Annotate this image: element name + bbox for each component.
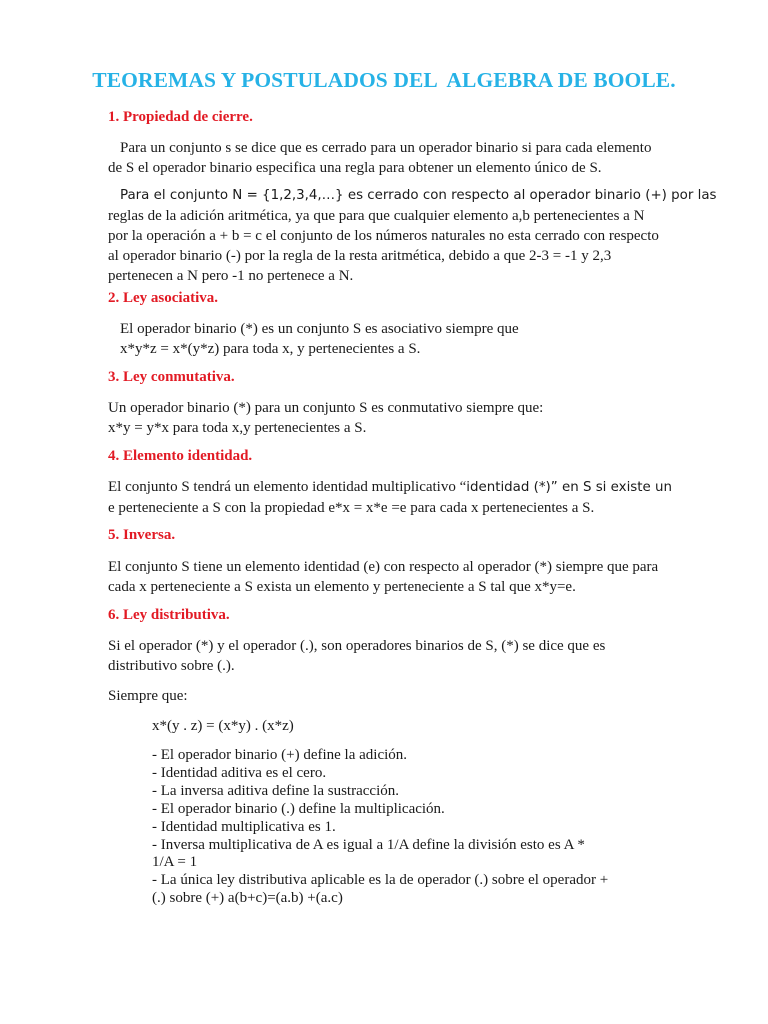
- heading-ley-conmutativa: 3. Ley conmutativa.: [108, 369, 235, 385]
- paragraph-line: Para un conjunto s se dice que es cerrado para un operador binario si para cada elemento: [120, 140, 652, 156]
- list-item: - La inversa aditiva define la sustracción.: [152, 782, 399, 799]
- paragraph-line: reglas de la adición aritmética, ya que para que cualquier elemento a,b pertenecientes a N: [108, 208, 645, 224]
- heading-ley-distributiva: 6. Ley distributiva.: [108, 607, 230, 623]
- list-item: - Identidad aditiva es el cero.: [152, 764, 327, 781]
- list-item: - Inversa multiplicativa de A es igual a 1/A define la división esto es A *: [152, 836, 585, 853]
- text-run: identidad (*)” en S si existe un: [466, 480, 673, 495]
- list-item: - El operador binario (+) define la adición.: [152, 747, 408, 763]
- formula-distributiva: x*(y . z) = (x*y) . (x*z): [152, 718, 294, 734]
- list-item: (.) sobre (+) a(b+c)=(a.b) +(a.c): [152, 890, 343, 907]
- list-item: - La única ley distributiva aplicable es la de operador (.) sobre el operador +: [152, 872, 609, 889]
- paragraph-inversa: [108, 557, 668, 597]
- paragraph-asociativa: [108, 319, 668, 359]
- list-item: 1/A = 1: [152, 854, 198, 871]
- paragraph-distributiva: [108, 636, 668, 676]
- paragraph-line: por la operación a + b = c el conjunto de los números naturales no esta cerrado con respecto: [108, 228, 659, 244]
- paragraph-siempre-que: Siempre que:: [108, 688, 188, 704]
- paragraph-line: al operador binario (-) por la regla de la resta aritmética, debido a que 2-3 = -1 y 2,3: [108, 248, 612, 264]
- list-item: - El operador binario (.) define la multiplicación.: [152, 800, 445, 817]
- paragraph-conmutativa: [108, 398, 668, 438]
- paragraph-line: Si el operador (*) y el operador (.), son operadores binarios de S, (*) se dice que es: [108, 638, 606, 654]
- paragraph-line: El conjunto S tiene un elemento identidad (e) con respecto al operador (*) siempre que para: [108, 559, 659, 575]
- formula-line: x*y = y*x para toda x,y pertenecientes a S.: [108, 420, 367, 436]
- list-item: - Identidad multiplicativa es 1.: [152, 818, 336, 835]
- paragraph-identidad: [108, 477, 673, 518]
- document-title: TEOREMAS Y POSTULADOS DEL ALGEBRA DE BOOLE.: [92, 68, 676, 92]
- paragraph-line: e perteneciente a S con la propiedad e*x = x*e =e para cada x pertenecientes a S.: [108, 500, 595, 516]
- paragraph-line: Para el conjunto N = {1,2,3,4,…} es cerrado con respecto al operador binario (+) por las: [120, 188, 717, 203]
- paragraph-line: pertenecen a N pero -1 no pertenece a N.: [108, 268, 354, 284]
- formula-line: x*y*z = x*(y*z) para toda x, y pertenecientes a S.: [120, 341, 421, 357]
- text-run: El conjunto S tendrá un elemento identidad multiplicativo “: [108, 479, 467, 495]
- paragraph-line: de S el operador binario especifica una regla para obtener un elemento único de S.: [108, 160, 602, 176]
- bullet-list: [152, 747, 672, 908]
- paragraph-line: [108, 477, 673, 498]
- heading-inversa: 5. Inversa.: [108, 527, 176, 543]
- paragraph-line: Un operador binario (*) para un conjunto S es conmutativo siempre que:: [108, 400, 544, 416]
- paragraph-line: distributivo sobre (.).: [108, 658, 235, 674]
- paragraph-line: cada x perteneciente a S exista un elemento y perteneciente a S tal que x*y=e.: [108, 579, 576, 595]
- paragraph-cierre-ejemplo: [108, 186, 717, 286]
- heading-elemento-identidad: 4. Elemento identidad.: [108, 448, 253, 464]
- heading-propiedad-de-cierre: 1. Propiedad de cierre.: [108, 109, 253, 125]
- paragraph-line: El operador binario (*) es un conjunto S es asociativo siempre que: [120, 321, 519, 337]
- heading-ley-asociativa: 2. Ley asociativa.: [108, 290, 218, 306]
- paragraph-cierre-definicion: [108, 138, 668, 178]
